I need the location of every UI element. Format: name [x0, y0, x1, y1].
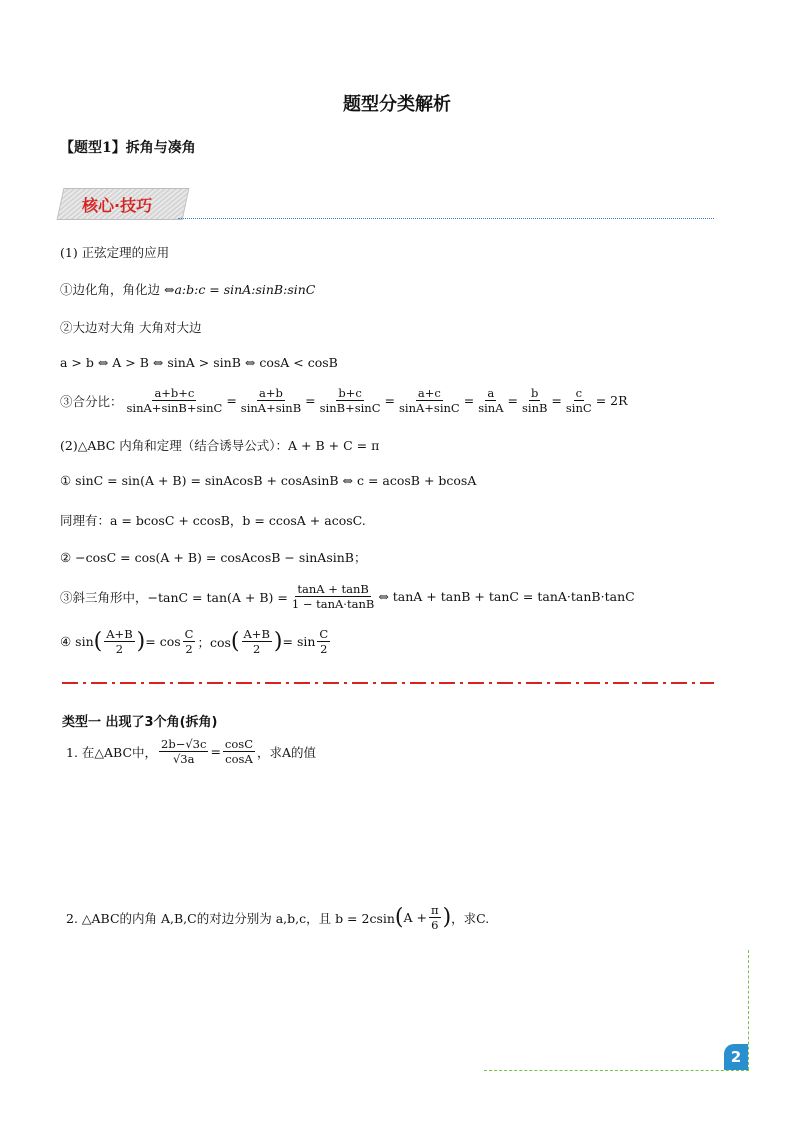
problem-2: 2. △ABC的内角 A,B,C的对边分别为 a,b,c，且 b = 2csin ( A + $\frac{\pi}{6}$ ) ，求C. [66, 903, 490, 932]
line-projection: 同理有：a = bcosC + ccosB，b = ccosA + acosC. [60, 513, 366, 528]
numerator: tanA + tanB [297, 582, 369, 596]
fraction [476, 386, 505, 415]
section-heading: 【题型1】拆角与凑角 [60, 140, 196, 156]
type-heading: 类型一 出现了3个角(拆角) [62, 715, 218, 730]
fraction [223, 737, 255, 766]
numerator: C [184, 627, 194, 641]
dotted-divider [178, 218, 714, 219]
text: A + [403, 910, 427, 925]
fraction [290, 582, 376, 611]
badge-label: 核心·技巧 [82, 196, 153, 215]
page-number: 2 [724, 1044, 748, 1070]
denominator: 2 [185, 642, 193, 656]
fraction [239, 386, 303, 415]
numerator: b+c [338, 386, 362, 400]
page-corner-horizontal-dash [484, 1070, 749, 1071]
line-cosc: ② −cosC = cos(A + B) = cosAcosB − sinAsinB； [60, 550, 367, 565]
numerator: b [531, 386, 539, 400]
text: ③斜三角形中，−tanC = tan(A + B) = [60, 589, 288, 605]
page-title: 题型分类解析 [343, 94, 451, 115]
formula: a:b:c = sinA:sinB:sinC [174, 281, 316, 297]
denominator: sinB [521, 401, 548, 415]
denominator: sinA+sinB+sinC [126, 401, 223, 415]
text: = cos [145, 634, 181, 649]
equals: = [463, 393, 475, 408]
line-angle-sum: (2)△ABC 内角和定理（结合诱导公式）：A + B + C = π [60, 438, 380, 453]
denominator: 2 [320, 642, 328, 656]
fraction [159, 737, 208, 766]
red-dash-dot-divider [62, 681, 714, 685]
text: = 2R [595, 393, 628, 408]
fraction [318, 386, 383, 415]
denominator: sinA+sinC [399, 401, 460, 415]
fraction [520, 386, 549, 415]
denominator: √3a [172, 752, 195, 766]
denominator: 1 − tanA·tanB [291, 597, 375, 611]
page-corner-vertical-dash [748, 950, 749, 1070]
numerator: C [319, 627, 329, 641]
numerator: c [575, 386, 583, 400]
denominator: sinC [565, 401, 592, 415]
fraction [317, 627, 330, 656]
problem-1 [66, 737, 316, 766]
text: ，求A的值 [257, 744, 317, 760]
line-sine-rule: (1) 正弦定理的应用 [60, 245, 170, 260]
text: ④ sin [60, 634, 94, 649]
equals: = [305, 393, 316, 408]
fraction [242, 627, 272, 656]
numerator: a+c [417, 386, 441, 400]
numerator: A+B [106, 627, 133, 641]
denominator: 2 [253, 642, 261, 656]
numerator: 2b−√3c [161, 737, 207, 751]
denominator: sinB+sinC [319, 401, 381, 415]
numerator: cosC [224, 737, 253, 751]
equals: = [507, 393, 518, 408]
line-sinc: ① sinC = sin(A + B) = sinAcosB + cosAsinB ⇔ c = acosB + bcosA [60, 473, 477, 488]
line-tan [60, 582, 635, 611]
fraction [125, 386, 225, 415]
fraction [564, 386, 594, 415]
line-big-side: ②大边对大角 大角对大边 [60, 320, 202, 335]
line-ratio [60, 386, 628, 415]
denominator: sinA [478, 401, 504, 415]
text: ①边化角，角化边 ⇔ [60, 282, 175, 297]
text: ，求C. [451, 910, 490, 926]
text: ③合分比： [60, 393, 123, 409]
core-skills-badge [60, 188, 186, 224]
numerator: π [431, 903, 439, 917]
denominator: 2 [115, 642, 124, 656]
text: 1. 在△ABC中， [66, 744, 158, 760]
equals: = [551, 393, 562, 408]
fraction [183, 627, 196, 656]
text: ⇔ tanA + tanB + tanC = tanA·tanB·tanC [378, 589, 635, 604]
equals: = [210, 744, 221, 759]
text: = sin [282, 634, 316, 649]
equals: = [384, 393, 395, 408]
denominator: sinA+sinB [240, 401, 302, 415]
equals: = [226, 393, 237, 408]
fraction [104, 627, 134, 656]
denominator: 6 [431, 918, 439, 932]
fraction [397, 386, 462, 415]
denominator: cosA [225, 752, 253, 766]
line-edge-angle [60, 280, 315, 298]
numerator: a+b+c [154, 386, 195, 400]
text: 2. △ABC的内角 A,B,C的对边分别为 a,b,c，且 b = 2csin [66, 910, 395, 926]
line-half-angle: ④ sin ( $\frac{A+B}{2}$ ) = cos $\frac{C}{2}$ ；cos ( $\frac{A+B}{2}$ ) = sin $\frac{C}{2}$ [60, 627, 329, 656]
numerator: a+b [259, 386, 283, 400]
text: ；cos [197, 634, 231, 650]
numerator: A+B [243, 627, 270, 641]
numerator: a [487, 386, 495, 400]
line-inequality: a > b ⇔ A > B ⇔ sinA > sinB ⇔ cosA < cosB [60, 355, 338, 370]
fraction [429, 903, 441, 932]
